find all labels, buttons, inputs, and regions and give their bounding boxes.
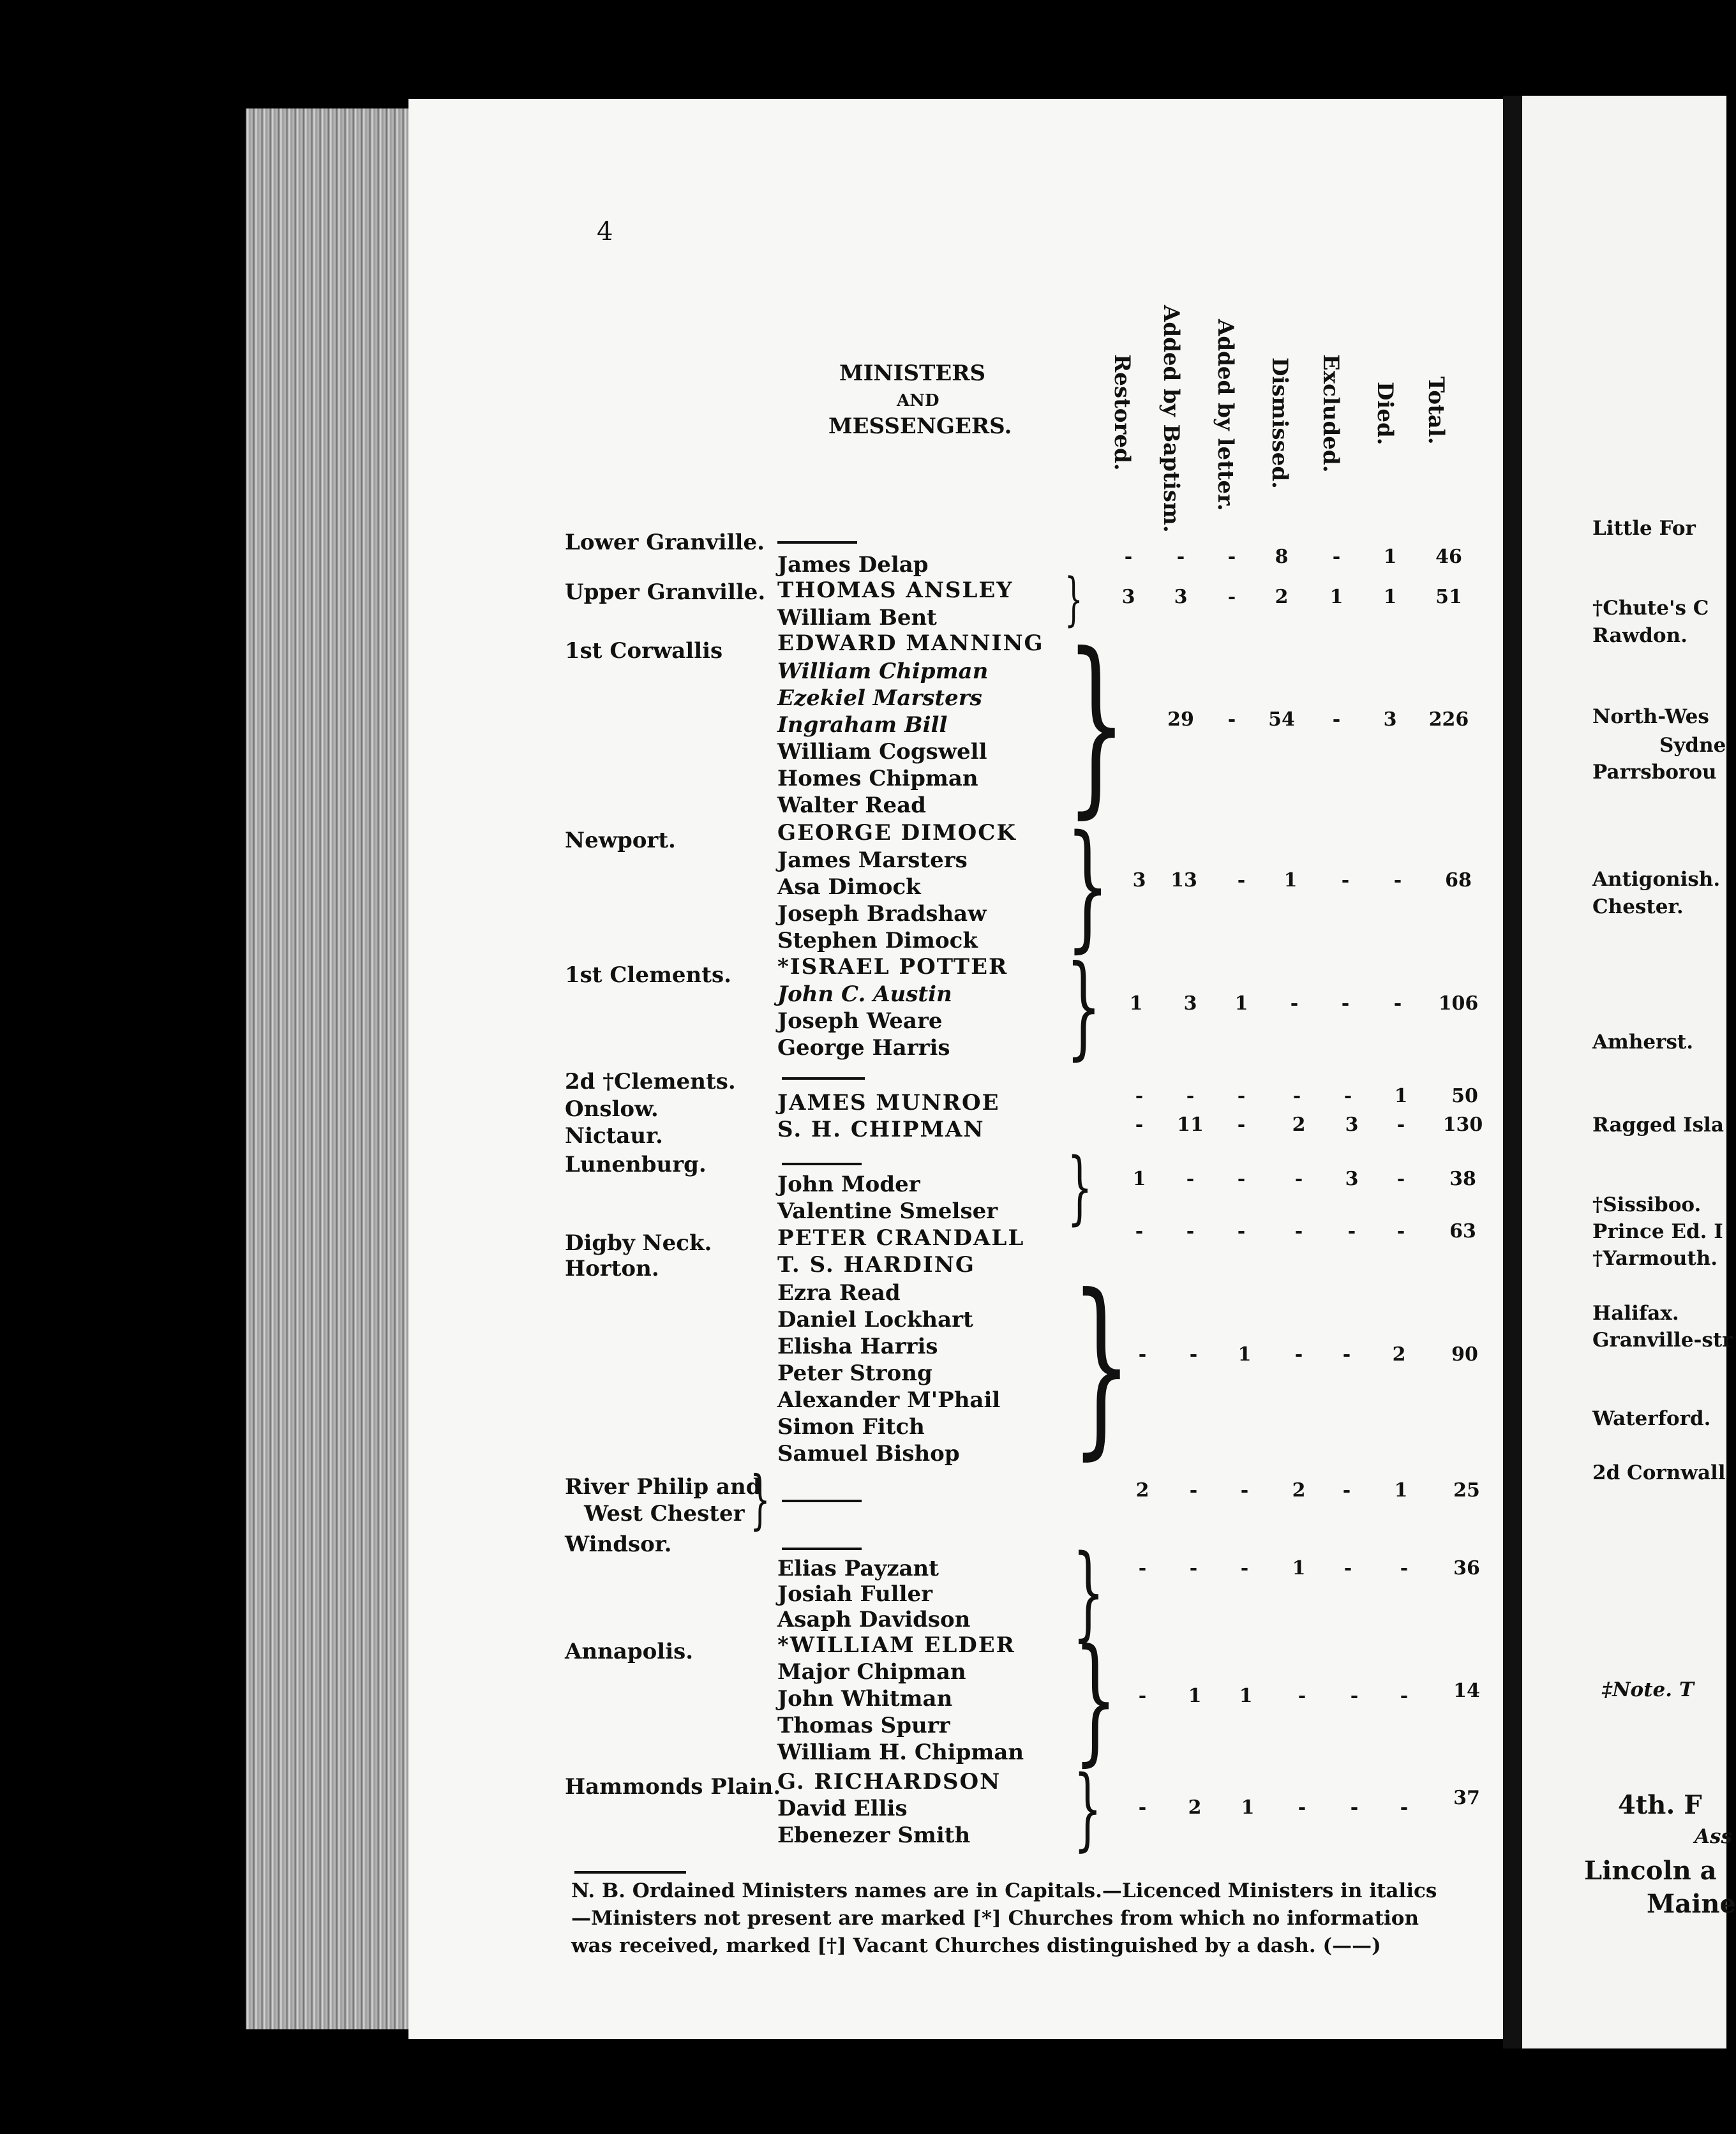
vacant-dash xyxy=(782,1077,865,1080)
minister: James Delap xyxy=(777,552,929,578)
church-name: Upper Granville. xyxy=(565,579,766,605)
stat-cell: 54 xyxy=(1268,708,1295,731)
right-page-text: Rawdon. xyxy=(1592,624,1687,647)
minister: EDWARD MANNING xyxy=(777,630,1044,656)
stat-cell: 11 xyxy=(1177,1114,1204,1136)
stat-cell: 36 xyxy=(1453,1557,1480,1579)
stat-cell: 1 xyxy=(1283,869,1298,892)
stat-cell: - xyxy=(1341,869,1350,892)
stat-cell: - xyxy=(1227,546,1236,568)
stat-cell: - xyxy=(1400,1685,1409,1707)
minister: Peter Strong xyxy=(777,1361,932,1386)
minister: PETER CRANDALL xyxy=(777,1225,1025,1251)
brace: } xyxy=(1071,1254,1132,1477)
minister: John Whitman xyxy=(777,1686,953,1712)
minister: T. S. HARDING xyxy=(777,1252,975,1278)
brace: } xyxy=(1065,566,1083,633)
brace: } xyxy=(1074,1619,1118,1779)
stat-cell: - xyxy=(1400,1557,1409,1579)
stat-cell: - xyxy=(1138,1343,1147,1366)
right-page-text: Antigonish. xyxy=(1592,868,1721,891)
stat-cell: 2 xyxy=(1292,1114,1306,1136)
church-name: River Philip and xyxy=(565,1474,761,1500)
church-name: Lunenburg. xyxy=(565,1152,707,1177)
page-number: 4 xyxy=(597,217,613,246)
stat-cell: - xyxy=(1189,1557,1198,1579)
stat-cell: - xyxy=(1342,1343,1351,1366)
stat-cell: 226 xyxy=(1428,708,1469,731)
header-and: AND xyxy=(897,391,939,410)
minister: Stephen Dimock xyxy=(777,928,978,953)
stat-cell: - xyxy=(1332,546,1341,568)
right-page-text: Granville-str xyxy=(1592,1329,1733,1352)
stat-cell: 37 xyxy=(1453,1787,1480,1809)
brace: } xyxy=(1066,805,1110,966)
stat-cell: 29 xyxy=(1167,708,1194,731)
stat-cell: - xyxy=(1343,1085,1352,1107)
brace: } xyxy=(750,1462,770,1537)
right-page-fragment xyxy=(1522,96,1726,2048)
col-added-baptism: Added by Baptism. xyxy=(1158,305,1184,533)
stat-cell: - xyxy=(1347,1220,1356,1242)
minister: *ISRAEL POTTER xyxy=(777,954,1008,980)
stat-cell: 38 xyxy=(1449,1168,1476,1190)
stat-cell: 1 xyxy=(1383,546,1397,568)
stat-cell: - xyxy=(1124,546,1133,568)
minister: Walter Read xyxy=(777,793,926,818)
minister: John C. Austin xyxy=(777,981,952,1007)
stat-cell: 106 xyxy=(1438,992,1479,1015)
church-name: Hammonds Plain. xyxy=(565,1774,781,1800)
stat-cell: 14 xyxy=(1453,1680,1480,1702)
stat-cell: - xyxy=(1393,992,1402,1015)
stat-cell: 8 xyxy=(1275,546,1289,568)
stat-cell: 1 xyxy=(1188,1685,1202,1707)
minister: James Marsters xyxy=(777,847,968,873)
right-page-text: ‡Note. T xyxy=(1602,1678,1694,1701)
minister: David Ellis xyxy=(777,1796,908,1821)
stat-cell: 3 xyxy=(1383,708,1397,731)
church-name: Digby Neck. xyxy=(565,1230,712,1256)
right-page-text: Maine xyxy=(1647,1889,1736,1919)
stat-cell: 51 xyxy=(1435,586,1462,608)
stat-cell: - xyxy=(1237,1085,1246,1107)
right-page-text: Little For xyxy=(1592,517,1696,540)
stat-cell: 1 xyxy=(1234,992,1248,1015)
col-dismissed: Dismissed. xyxy=(1267,357,1292,489)
stat-cell: - xyxy=(1135,1085,1144,1107)
church-name: Onslow. xyxy=(565,1096,659,1122)
minister: Asa Dimock xyxy=(777,874,921,900)
stat-cell: 2 xyxy=(1292,1479,1306,1502)
footnote-line-3: was received, marked [†] Vacant Churches distinguished by a dash. (——) xyxy=(571,1934,1381,1957)
right-page-text: 4th. F xyxy=(1618,1790,1702,1820)
church-name: Annapolis. xyxy=(565,1639,694,1664)
footnote-line-1: N. B. Ordained Ministers names are in Capitals.—Licenced Ministers in italics xyxy=(571,1879,1437,1902)
stat-cell: 13 xyxy=(1171,869,1197,892)
minister: Joseph Bradshaw xyxy=(777,901,987,927)
minister: *WILLIAM ELDER xyxy=(777,1632,1015,1658)
stat-cell: - xyxy=(1332,708,1341,731)
stat-cell: - xyxy=(1294,1168,1303,1190)
stat-cell: - xyxy=(1237,1168,1246,1190)
stat-cell: 1 xyxy=(1394,1085,1408,1107)
minister: William Chipman xyxy=(777,659,989,684)
minister: Thomas Spurr xyxy=(777,1713,950,1738)
stat-cell: - xyxy=(1298,1796,1306,1819)
col-excluded: Excluded. xyxy=(1318,354,1343,473)
stat-cell: 50 xyxy=(1451,1085,1478,1107)
stat-cell: - xyxy=(1294,1343,1303,1366)
church-name: Horton. xyxy=(565,1256,659,1281)
header-messengers: MESSENGERS. xyxy=(828,414,1012,439)
stat-cell: - xyxy=(1189,1343,1198,1366)
minister: Simon Fitch xyxy=(777,1414,925,1440)
right-page-text: North-Wes xyxy=(1592,705,1709,728)
minister: Ingraham Bill xyxy=(777,712,948,738)
brace: } xyxy=(1074,1757,1102,1861)
vacant-dash xyxy=(782,1548,862,1550)
stat-cell: - xyxy=(1396,1168,1405,1190)
stat-cell: - xyxy=(1227,708,1236,731)
church-name: Lower Granville. xyxy=(565,530,765,555)
stat-cell: 3 xyxy=(1345,1168,1359,1190)
right-page-text: Lincoln a xyxy=(1584,1856,1717,1886)
stat-cell: 3 xyxy=(1345,1114,1359,1136)
stat-cell: 2 xyxy=(1188,1796,1202,1819)
stat-cell: - xyxy=(1186,1220,1195,1242)
gutter xyxy=(1503,96,1522,2048)
right-page-text: †Chute's C xyxy=(1592,597,1709,620)
stat-cell: 63 xyxy=(1449,1220,1476,1242)
minister: Ezekiel Marsters xyxy=(777,685,982,711)
stat-cell: - xyxy=(1396,1114,1405,1136)
right-page-text: Chester. xyxy=(1592,895,1684,918)
col-total: Total. xyxy=(1423,377,1449,445)
church-name: 2d †Clements. xyxy=(565,1069,736,1094)
stat-cell: - xyxy=(1138,1685,1147,1707)
stat-cell: - xyxy=(1237,1220,1246,1242)
stat-cell: - xyxy=(1294,1220,1303,1242)
right-page-text: Prince Ed. I xyxy=(1592,1220,1723,1243)
stat-cell: - xyxy=(1135,1220,1144,1242)
minister: George Harris xyxy=(777,1035,950,1061)
stat-cell: 1 xyxy=(1238,1343,1252,1366)
right-page-text: Halifax. xyxy=(1592,1302,1679,1325)
right-page-text: Sydne xyxy=(1659,734,1726,757)
stat-cell: - xyxy=(1227,586,1236,608)
stat-cell: - xyxy=(1396,1220,1405,1242)
minister: G. RICHARDSON xyxy=(777,1769,1001,1795)
minister: Samuel Bishop xyxy=(777,1441,960,1466)
stat-cell: 3 xyxy=(1121,586,1135,608)
minister: William Bent xyxy=(777,605,937,630)
stat-cell: - xyxy=(1176,546,1185,568)
church-name: 1st Corwallis xyxy=(565,638,723,664)
stat-cell: - xyxy=(1138,1796,1147,1819)
stat-cell: 25 xyxy=(1453,1479,1480,1502)
brace: } xyxy=(1066,942,1102,1071)
stat-cell: 90 xyxy=(1451,1343,1478,1366)
stat-cell: 3 xyxy=(1132,869,1146,892)
minister: THOMAS ANSLEY xyxy=(777,578,1014,603)
col-added-letter: Added by letter. xyxy=(1213,319,1238,511)
minister: Joseph Weare xyxy=(777,1008,943,1034)
minister: Ezra Read xyxy=(777,1280,901,1306)
footnote-rule xyxy=(574,1871,686,1874)
stat-cell: 1 xyxy=(1132,1168,1146,1190)
stat-cell: 1 xyxy=(1241,1796,1255,1819)
stat-cell: 1 xyxy=(1394,1479,1408,1502)
church-name: 1st Clements. xyxy=(565,962,731,988)
brace: } xyxy=(1066,613,1127,835)
stat-cell: 2 xyxy=(1135,1479,1149,1502)
right-page-text: Ragged Isla xyxy=(1592,1114,1724,1137)
stat-cell: - xyxy=(1240,1557,1249,1579)
stat-cell: 2 xyxy=(1275,586,1289,608)
stat-cell: - xyxy=(1189,1479,1198,1502)
stat-cell: 68 xyxy=(1445,869,1472,892)
stat-cell: - xyxy=(1240,1479,1249,1502)
stat-cell: - xyxy=(1400,1796,1409,1819)
brace: } xyxy=(1072,1532,1105,1652)
minister: William H. Chipman xyxy=(777,1740,1024,1765)
stat-cell: - xyxy=(1290,992,1299,1015)
stat-cell: 3 xyxy=(1183,992,1197,1015)
minister: Homes Chipman xyxy=(777,766,978,791)
minister: GEORGE DIMOCK xyxy=(777,820,1017,846)
stat-cell: - xyxy=(1350,1796,1359,1819)
vacant-dash xyxy=(777,541,857,544)
stat-cell: - xyxy=(1135,1114,1144,1136)
minister: JAMES MUNROE xyxy=(777,1090,1000,1116)
stat-cell: 1 xyxy=(1329,586,1343,608)
col-restored: Restored. xyxy=(1109,354,1135,471)
right-page-text: Amherst. xyxy=(1592,1031,1694,1054)
right-page-text: Waterford. xyxy=(1592,1407,1711,1430)
brace: } xyxy=(1067,1141,1093,1234)
col-died: Died. xyxy=(1372,382,1398,445)
stat-cell: - xyxy=(1298,1685,1306,1707)
book-edge xyxy=(246,108,412,2029)
vacant-dash xyxy=(782,1500,862,1502)
stat-cell: 2 xyxy=(1392,1343,1406,1366)
minister: Asaph Davidson xyxy=(777,1607,971,1632)
minister: Elias Payzant xyxy=(777,1556,939,1581)
right-page-text: †Sissiboo. xyxy=(1592,1193,1702,1216)
vacant-dash xyxy=(782,1163,862,1165)
stat-cell: - xyxy=(1350,1685,1359,1707)
minister: Valentine Smelser xyxy=(777,1198,998,1224)
stat-cell: 130 xyxy=(1442,1114,1483,1136)
stat-cell: - xyxy=(1393,869,1402,892)
stat-cell: - xyxy=(1237,869,1246,892)
minister: John Moder xyxy=(777,1172,920,1197)
stat-cell: - xyxy=(1237,1114,1246,1136)
church-name: Windsor. xyxy=(565,1532,672,1557)
minister: Elisha Harris xyxy=(777,1334,938,1359)
right-page-text: 2d Cornwall xyxy=(1592,1461,1726,1484)
stat-cell: - xyxy=(1341,992,1350,1015)
minister: Daniel Lockhart xyxy=(777,1307,973,1332)
stat-cell: - xyxy=(1138,1557,1147,1579)
minister: Alexander M'Phail xyxy=(777,1387,1001,1413)
minister: Ebenezer Smith xyxy=(777,1823,971,1848)
church-name: Newport. xyxy=(565,828,676,853)
header-ministers: MINISTERS xyxy=(839,361,986,386)
minister: S. H. CHIPMAN xyxy=(777,1117,985,1142)
stat-cell: 1 xyxy=(1292,1557,1306,1579)
stat-cell: - xyxy=(1186,1168,1195,1190)
stat-cell: - xyxy=(1292,1085,1301,1107)
stat-cell: 46 xyxy=(1435,546,1462,568)
stat-cell: - xyxy=(1342,1479,1351,1502)
right-page-text: †Yarmouth. xyxy=(1592,1247,1718,1270)
minister: Josiah Fuller xyxy=(777,1581,933,1607)
stat-cell: 3 xyxy=(1174,586,1188,608)
stat-cell: - xyxy=(1343,1557,1352,1579)
stat-cell: 1 xyxy=(1383,586,1397,608)
minister: Major Chipman xyxy=(777,1659,966,1685)
stat-cell: 1 xyxy=(1129,992,1143,1015)
stat-cell: 1 xyxy=(1239,1685,1253,1707)
footnote-line-2: —Ministers not present are marked [*] Churches from which no information xyxy=(571,1907,1419,1930)
church-name-line2: West Chester xyxy=(584,1501,745,1526)
minister: William Cogswell xyxy=(777,739,987,765)
right-page-text: Parrsborou xyxy=(1592,761,1717,784)
right-page-text: Ass xyxy=(1695,1825,1732,1848)
stat-cell: - xyxy=(1186,1085,1195,1107)
church-name: Nictaur. xyxy=(565,1123,663,1149)
